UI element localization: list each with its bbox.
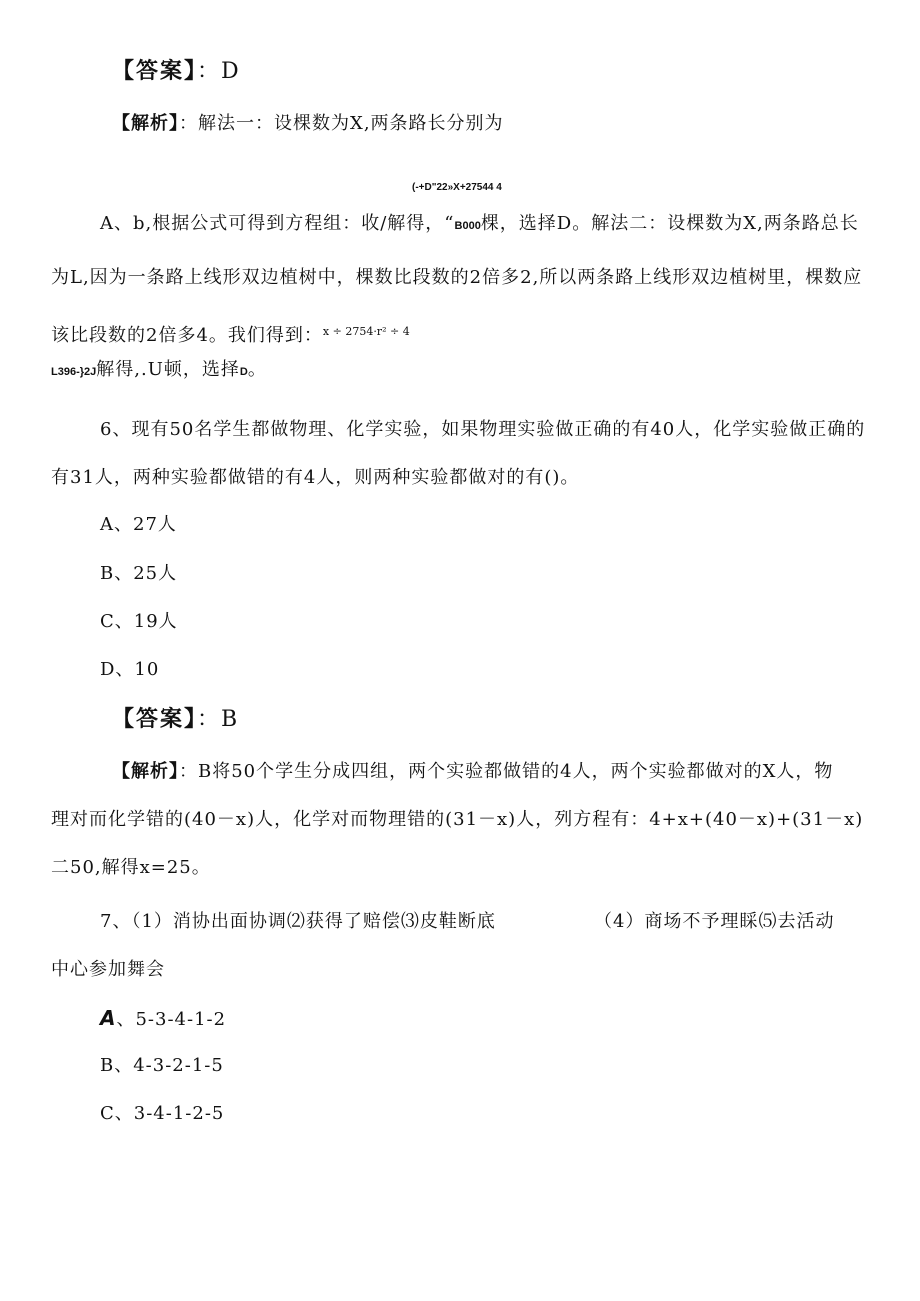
q6-question-line1 xyxy=(100,418,865,442)
q7-option-c-text: C、3-4-1-2-5 xyxy=(100,1103,225,1124)
q5-analysis-small: B000 xyxy=(454,220,481,232)
q6-option-d xyxy=(100,658,159,682)
q6-answer-line xyxy=(112,708,239,733)
q7-question-part2: （4）商场不予理睬⑸去活动 xyxy=(594,911,835,932)
q6-option-a-text: A、27人 xyxy=(100,514,177,535)
q6-option-d-text: D、10 xyxy=(100,659,160,680)
q7-option-b xyxy=(100,1054,224,1078)
q5-analysis-line3 xyxy=(51,266,862,290)
q5-analysis-text3: 为L,因为一条路上线形双边植树中，棵数比段数的2倍多2,所以两条路上线形双边植树里，棵数应 xyxy=(51,267,863,288)
q7-option-a xyxy=(100,1006,226,1032)
q5-analysis-text5b: 。 xyxy=(247,359,267,380)
q6-option-b xyxy=(100,562,177,586)
q7-option-a-text: 、5-3-4-1-2 xyxy=(116,1009,227,1030)
q6-analysis-label: 【解析】 xyxy=(112,761,179,782)
q7-option-a-letter: A xyxy=(100,1006,117,1030)
q6-answer-label: 【答案】 xyxy=(112,707,198,732)
q6-analysis-text2: 理对而化学错的(40－x)人，化学对而物理错的(31－x)人，列方程有：4+x+(40－x)+(31－x) xyxy=(51,809,864,830)
q5-answer-value: ：D xyxy=(197,59,241,84)
q5-formula-tiny-text: (-+D"22»X+27544 4 xyxy=(412,182,502,193)
q5-analysis-line2 xyxy=(100,212,859,238)
q6-question-text2: 有31人，两种实验都做错的有4人，则两种实验都做对的有()。 xyxy=(51,467,580,488)
q6-analysis-line1 xyxy=(112,760,833,784)
q6-question-text1: 6、现有50名学生都做物理、化学实验，如果物理实验做正确的有40人，化学实验做正确的 xyxy=(100,419,866,440)
q7-question-line1b xyxy=(594,910,834,934)
q7-question-line2 xyxy=(51,958,165,982)
q7-option-c xyxy=(100,1102,224,1126)
q7-question-text2: 中心参加舞会 xyxy=(51,959,165,980)
q5-analysis-small3: D xyxy=(239,366,248,378)
q5-analysis-text4: 该比段数的2倍多4。我们得到： xyxy=(51,325,323,346)
q6-analysis-text3: 二50,解得x=25。 xyxy=(51,857,211,878)
q5-formula-tiny xyxy=(412,173,502,200)
q5-answer-label: 【答案】 xyxy=(112,59,198,84)
q6-option-c xyxy=(100,610,178,634)
q6-analysis-line2 xyxy=(51,808,863,832)
q6-analysis-line3 xyxy=(51,856,211,880)
q7-option-b-text: B、4-3-2-1-5 xyxy=(100,1055,224,1076)
q5-analysis-text2a: A、b,根据公式可得到方程组：收/解得，“ xyxy=(100,213,455,234)
q5-analysis-line1 xyxy=(112,112,504,136)
q6-option-b-text: B、25人 xyxy=(100,563,178,584)
q7-question-part1: 7、（1）消协出面协调⑵获得了赔偿⑶皮鞋断底 xyxy=(100,911,496,932)
q5-analysis-text5a: 解得,.U顿，选择 xyxy=(96,359,240,380)
q6-option-c-text: C、19人 xyxy=(100,611,178,632)
q7-question-line1a xyxy=(100,910,496,934)
q5-analysis-line5 xyxy=(51,358,267,384)
q5-analysis-text1: ：解法一：设棵数为X,两条路长分别为 xyxy=(179,113,504,134)
q6-question-line2 xyxy=(51,466,579,490)
q5-answer-line xyxy=(112,60,241,85)
q5-analysis-text2b: 棵，选择D。解法二：设棵数为X,两条路总长 xyxy=(480,213,859,234)
q5-analysis-formula: x ÷ 2754·r² ÷ 4 xyxy=(322,325,410,338)
q6-analysis-text1: ：B将50个学生分成四组，两个实验都做错的4人，两个实验都做对的X人，物 xyxy=(179,761,834,782)
q5-analysis-label: 【解析】 xyxy=(112,113,179,134)
q6-answer-value: ：B xyxy=(197,707,240,732)
q6-option-a xyxy=(100,513,177,537)
q5-analysis-small2: L396-}2J xyxy=(51,366,97,378)
q5-analysis-line4 xyxy=(51,320,410,348)
